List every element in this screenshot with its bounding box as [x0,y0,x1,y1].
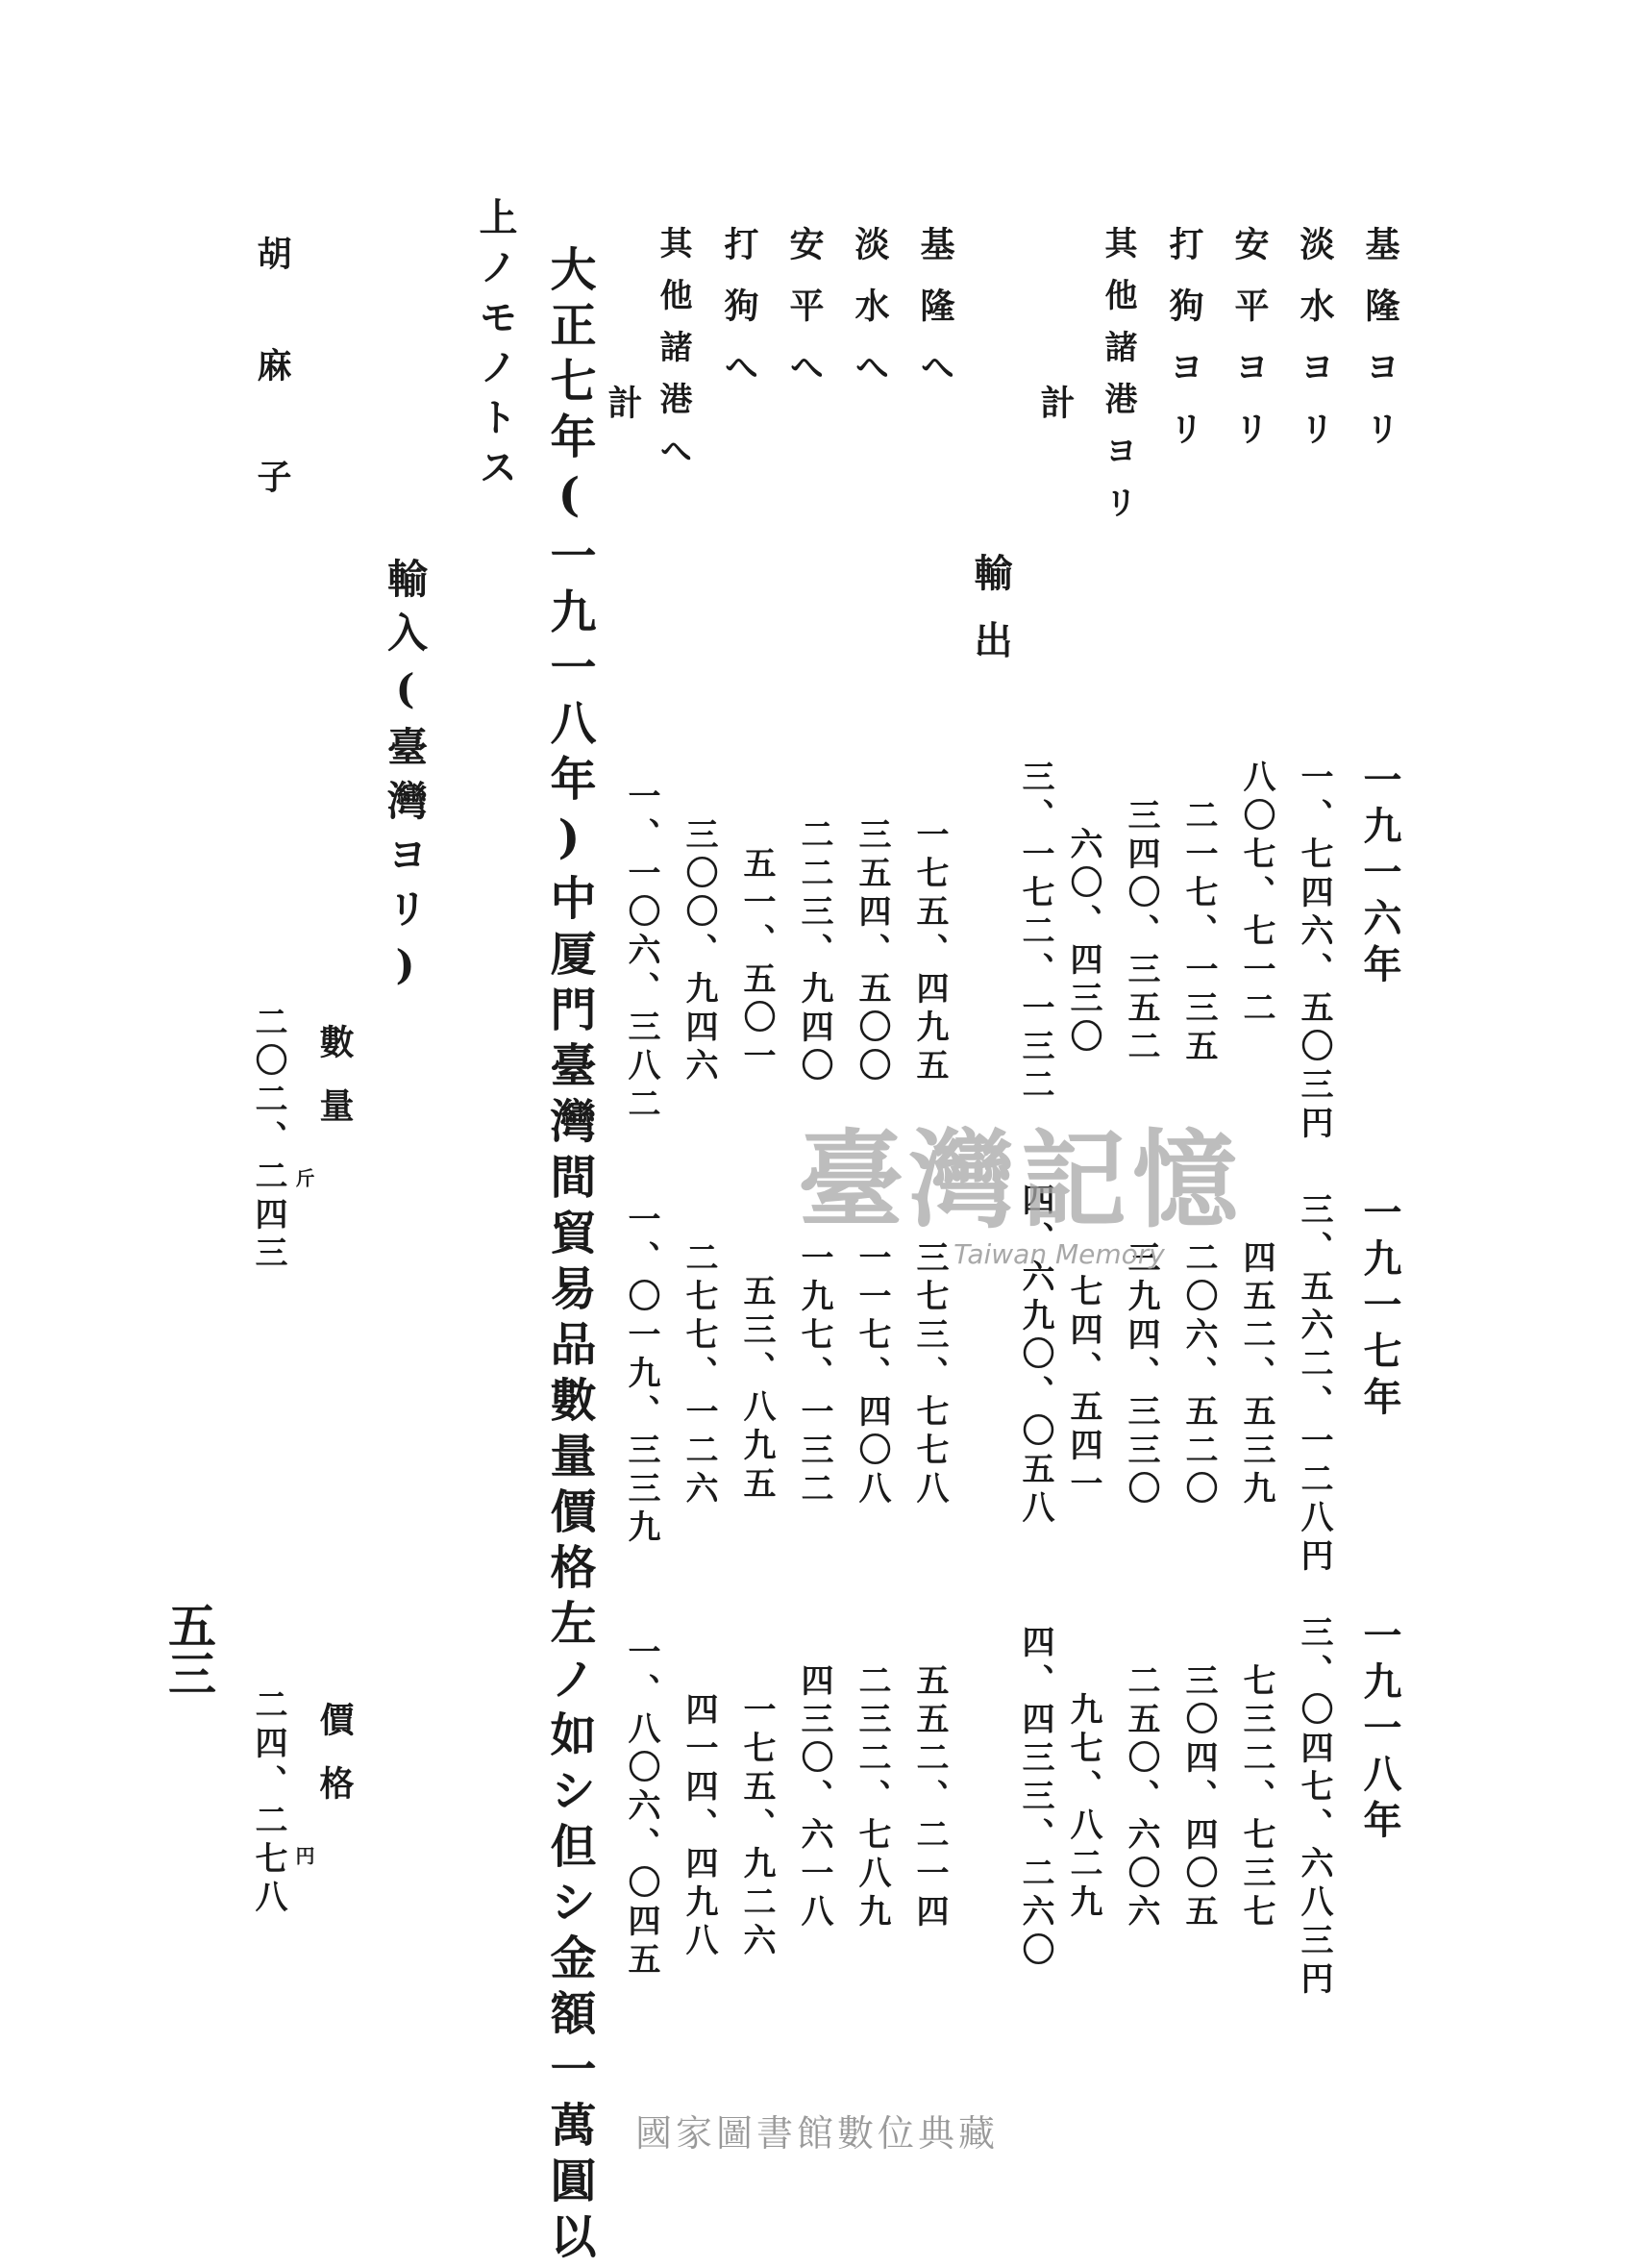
export-keelung-1917: 三七三、七七八 [910,1240,949,1509]
year-header-1916: 一九一六年 [1357,760,1402,990]
import-total-1916: 三、一七二、一三二 [1016,760,1054,1106]
item-quantity: 二〇二、二四三 [249,1005,287,1274]
import-takao-1918: 二五〇、六〇六 [1122,1663,1160,1932]
export-row-label-keelung: 基隆へ [915,226,955,411]
export-takao-1917: 五三、八九五 [737,1274,776,1505]
import-anping-1916: 二一七、一三五 [1179,798,1218,1067]
import-keelung-1916: 一、七四六、五〇三円 [1295,760,1333,1144]
watermark [798,1096,1244,1270]
export-total-1916: 一、一〇六、三八二 [622,779,660,1125]
page-number: 五三 [161,1601,217,1697]
export-tamsui-1918: 二三二、七八九 [853,1663,891,1932]
footer-caption: 國家圖書館數位典藏 [634,2112,999,2155]
export-total-1918: 一、八〇六、〇四五 [622,1634,660,1981]
import-anping-1917: 二〇六、五二〇 [1179,1240,1218,1509]
import-tamsui-1918: 七三二、七三七 [1237,1663,1275,1932]
export-heading: 輸出 [968,553,1013,687]
watermark-sub: Taiwan Memory [953,1238,1165,1270]
item-name: 胡麻子 [252,236,292,570]
export-anping-1917: 一九七、一三二 [795,1240,833,1509]
import-row-label-takao: 打狗ヨリ [1164,226,1204,472]
title-line-2: 上ノモノトス [473,197,518,497]
export-other-1917: 二七七、一二六 [680,1240,718,1509]
item-price: 二四、二七八 [249,1687,287,1918]
export-anping-1916: 二二三、九四〇 [795,817,833,1086]
export-total-label: 計 [603,385,643,446]
import-tamsui-1917: 四五二、五三九 [1237,1240,1275,1509]
item-price-unit: 円 [292,1846,315,1865]
import-total-label: 計 [1035,385,1076,446]
quantity-header: 數量 [314,1024,355,1151]
export-keelung-1918: 五五二、二一四 [910,1663,949,1932]
export-row-label-anping: 安平へ [784,226,825,411]
import-keelung-1918: 三、〇四七、六八三円 [1295,1615,1333,2000]
import-row-label-anping: 安平ヨリ [1229,226,1270,472]
price-header: 價格 [314,1702,355,1829]
export-takao-1916: 五一、五〇一 [737,846,776,1077]
export-other-1918: 四一四、四九八 [680,1692,718,1961]
export-row-label-takao: 打狗へ [719,226,759,411]
watermark-main: 臺灣記憶 [798,1118,1244,1242]
import-other-1916: 六〇、四三〇 [1064,827,1102,1058]
import-total-1918: 四、四三三、二六〇 [1016,1625,1054,1971]
year-header-1918: 一九一八年 [1357,1615,1402,1846]
export-tamsui-1916: 三五四、五〇〇 [853,817,891,1086]
import-total-1917: 四、六九〇、〇五八 [1016,1183,1054,1529]
export-row-label-tamsui: 淡水へ [850,226,890,411]
import-row-label-other: 其他諸港ヨリ [1099,226,1137,537]
export-total-1917: 一、〇一九、三三九 [622,1202,660,1548]
import-row-label-keelung: 基隆ヨリ [1360,226,1400,472]
export-keelung-1916: 一七五、四九五 [910,817,949,1086]
section-heading: 輸入(臺灣ヨリ) [382,558,429,1002]
item-quantity-unit: 斤 [292,1168,315,1187]
import-row-label-tamsui: 淡水ヨリ [1295,226,1335,472]
export-other-1916: 三〇〇、九四六 [680,817,718,1086]
import-takao-1917: 三九四、三三〇 [1122,1240,1160,1509]
year-header-1917: 一九一七年 [1357,1192,1402,1423]
import-anping-1918: 三〇四、四〇五 [1179,1663,1218,1932]
import-tamsui-1916: 八〇七、七一二 [1237,760,1275,1029]
title-line-1: 大正七年(一九一八年)中厦門臺灣間貿易品數量價格左ノ如シ但シ金額一萬圓以 [542,245,596,2268]
import-takao-1916: 三四〇、三五二 [1122,798,1160,1067]
import-keelung-1917: 三、五六二、一二八円 [1295,1192,1333,1577]
import-other-1918: 九七、八二九 [1064,1692,1102,1923]
export-anping-1918: 四三〇、六一八 [795,1663,833,1932]
export-takao-1918: 一七五、九二六 [737,1692,776,1961]
export-tamsui-1917: 一一七、四〇八 [853,1240,891,1509]
export-row-label-other: 其他諸港へ [654,226,692,486]
import-other-1917: 七四、五四一 [1064,1274,1102,1505]
